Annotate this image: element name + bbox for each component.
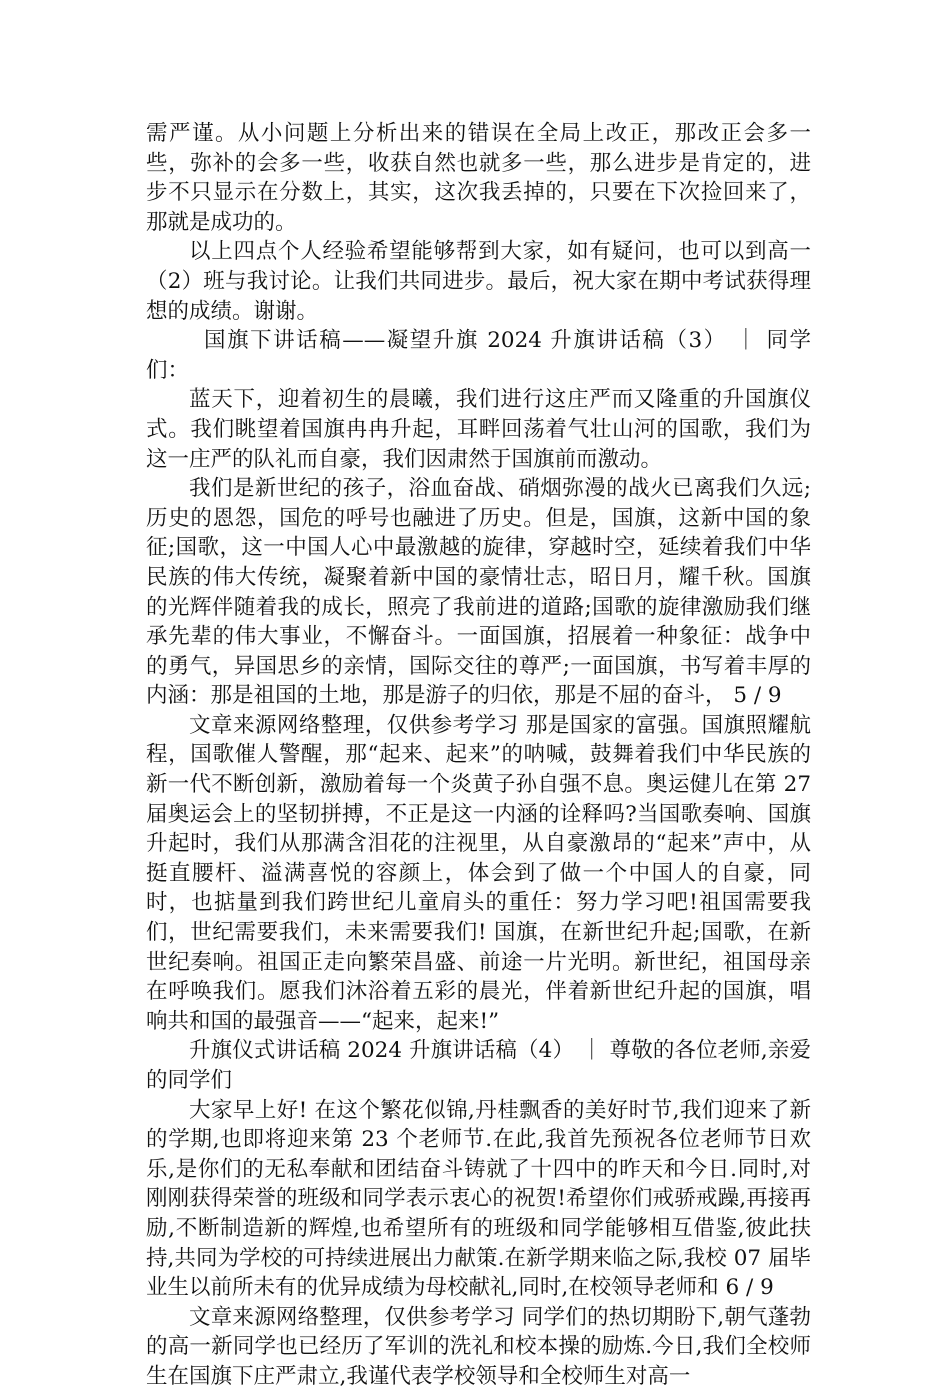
paragraph-continuation: 需严谨。从小问题上分析出来的错误在全局上改正，那改正会多一些，弥补的会多一些，收获自然也就多一些，那么进步是肯定的，进步不只显示在分数上，其实，这次我丢掉的，只要在下次捡回来了，那就是成功的。 bbox=[146, 121, 811, 235]
paragraph-military-training: 文章来源网络整理，仅供参考学习 同学们的热切期盼下,朝气蓬勃的高一新同学也已经历了军训的洗礼和校本操的励炼.今日,我们全校师生在国旗下庄严肃立,我谨代表学校领导和全校师生对高一 bbox=[146, 1304, 811, 1389]
section-heading-3: 国旗下讲话稿——凝望升旗 2024 升旗讲话稿（3） ｜ 同学们： bbox=[146, 328, 811, 383]
paragraph-flag-ceremony: 蓝天下，迎着初生的晨曦，我们进行这庄严而又隆重的升国旗仪式。我们眺望着国旗冉冉升起，耳畔回荡着气壮山河的国歌，我们为这一庄严的队礼而自豪，我们因肃然于国旗前而激动。 bbox=[146, 387, 811, 472]
document-body bbox=[146, 119, 811, 1392]
paragraph-new-century: 我们是新世纪的孩子，浴血奋战、硝烟弥漫的战火已离我们久远;历史的恩怨，国危的呼号也融进了历史。但是，国旗，这新中国的象征;国歌，这一中国人心中最激越的旋律，穿越时空，延续着我们中华民族的伟大传统，凝聚着新中国的豪情壮志，昭日月，耀千秋。国旗的光辉伴随着我的成长，照亮了我前进的道路;国歌的旋律激励我们继承先辈的伟大事业，不懈奋斗。一面国旗，招展着一种象征：战争中的勇气，异国思乡的亲情，国际交往的尊严;一面国旗，书写着丰厚的内涵：那是祖国的土地，那是游子的归依，那是不屈的奋斗， 5 / 9 bbox=[146, 476, 811, 709]
paragraph-closing-remarks: 以上四点个人经验希望能够帮到大家，如有疑问，也可以到高一（2）班与我讨论。让我们共同进步。最后，祝大家在期中考试获得理想的成绩。谢谢。 bbox=[146, 239, 811, 324]
paragraph-national-strength: 文章来源网络整理，仅供参考学习 那是国家的富强。国旗照耀航程，国歌催人警醒，那“起来、起来”的呐喊，鼓舞着我们中华民族的新一代不断创新，激励着每一个炎黄子孙自强不息。奥运健儿在第 27 届奥运会上的坚韧拼搏，不正是这一内涵的诠释吗?当国歌奏响、国旗升起时，我们从那满含泪花的注视里，从自豪激昂的“起来”声中，从挺直腰杆、溢满喜悦的容颜上，体会到了做一个中国人的自豪，同时，也掂量到我们跨世纪儿童肩头的重任：努力学习吧!祖国需要我们，世纪需要我们，未来需要我们! 国旗，在新世纪升起;国歌，在新世纪奏响。祖国正走向繁荣昌盛、前途一片光明。新世纪，祖国母亲在呼唤我们。愿我们沐浴着五彩的晨光，伴着新世纪升起的国旗，唱响共和国的最强音——“起来，起来!” bbox=[146, 712, 811, 1034]
paragraph-new-semester: 大家早上好! 在这个繁花似锦,丹桂飘香的美好时节,我们迎来了新的学期,也即将迎来第 23 个老师节.在此,我首先预祝各位老师节日欢乐,是你们的无私奉献和团结奋斗铸就了十四中的昨天和今日.同时,对刚刚获得荣誉的班级和同学表示衷心的祝贺!希望你们戒骄戒躁,再接再励,不断制造新的辉煌,也希望所有的班级和同学能够相互借鉴,彼此扶持,共同为学校的可持续进展出力献策.在新学期来临之际,我校 07 届毕业生以前所未有的优异成绩为母校献礼,同时,在校领导老师和 6 / 9 bbox=[146, 1097, 811, 1301]
section-heading-4: 升旗仪式讲话稿 2024 升旗讲话稿（4） ｜ 尊敬的各位老师,亲爱的同学们 bbox=[146, 1038, 811, 1093]
